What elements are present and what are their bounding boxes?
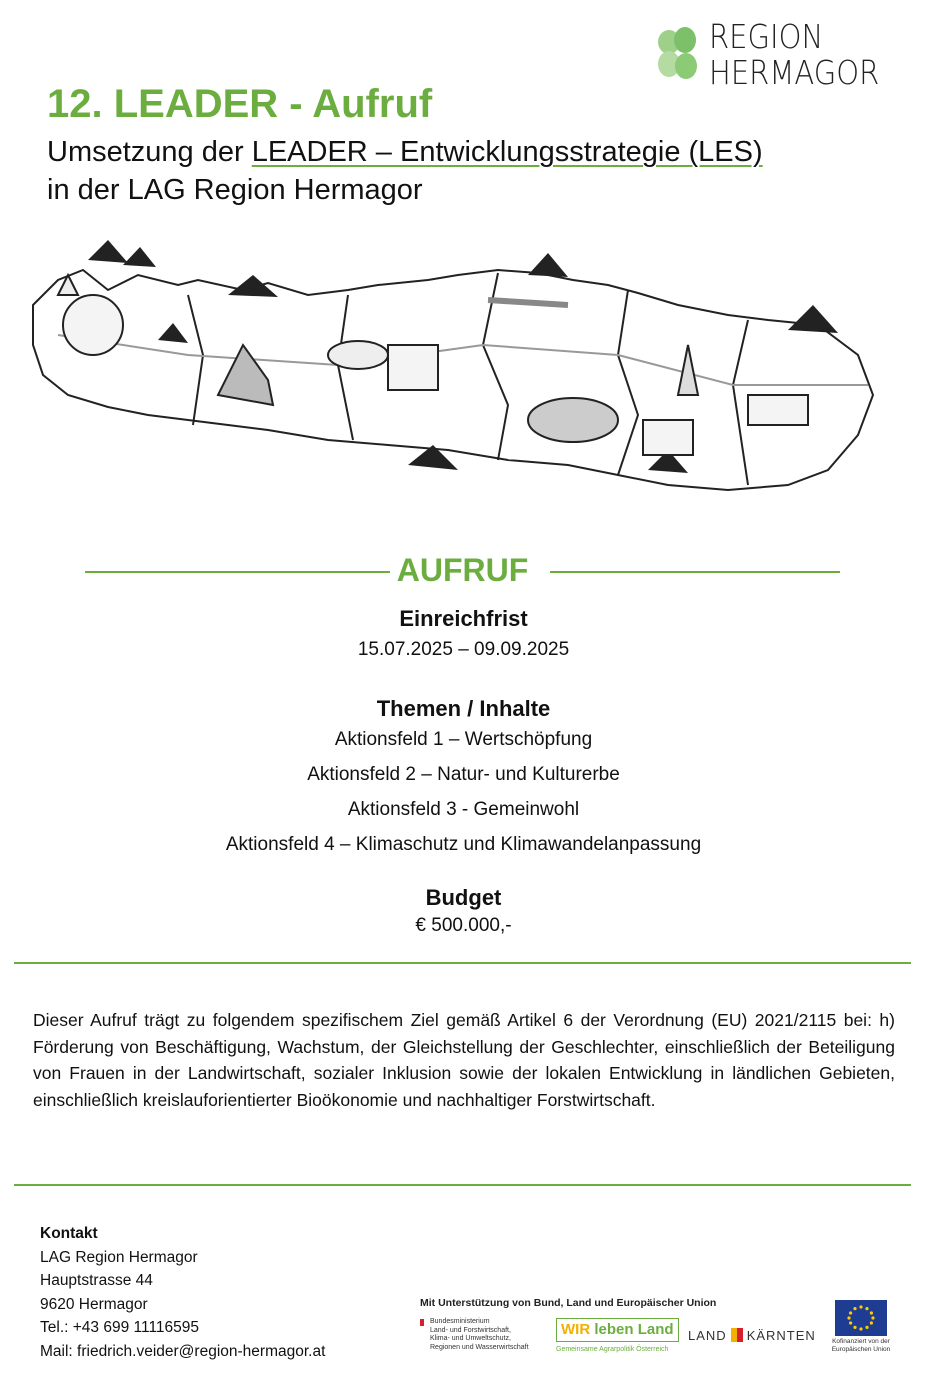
contact-mail: Mail: friedrich.veider@region-hermagor.at: [40, 1342, 326, 1360]
topic-item: Aktionsfeld 3 - Gemeinwohl: [347, 799, 580, 820]
eu-flag-icon: [835, 1300, 887, 1336]
austria-flag-icon: [420, 1319, 424, 1326]
aufruf-heading-row: [85, 552, 840, 592]
ministry-line: Regionen und Wasserwirtschaft: [430, 1343, 529, 1351]
divider-right: [550, 571, 840, 573]
divider: [14, 962, 911, 964]
deadline-label: Einreichfrist: [399, 606, 528, 631]
clover-icon: [655, 24, 699, 84]
deadline-value: 15.07.2025 – 09.09.2025: [357, 639, 570, 660]
contact-phone: Tel.: +43 699 11116595: [40, 1319, 200, 1336]
topic-item: Aktionsfeld 4 – Klimaschutz und Klimawandelanpassung: [225, 834, 702, 855]
contact-heading: Kontakt: [40, 1225, 98, 1242]
wir-leben-land-logo: [556, 1318, 676, 1358]
land-text: LAND: [688, 1328, 727, 1343]
eu-logo: [830, 1300, 892, 1358]
contact-block: [40, 1222, 325, 1363]
support-title: Mit Unterstützung von Bund, Land und Europäischer Union: [420, 1297, 717, 1309]
ministry-line: Land- und Forstwirtschaft,: [430, 1326, 511, 1334]
logo-word-region: REGION: [709, 17, 824, 56]
divider: [14, 1184, 911, 1186]
ministry-line: Klima- und Umweltschutz,: [430, 1335, 511, 1342]
topic-item: Aktionsfeld 1 – Wertschöpfung: [334, 729, 593, 750]
ministry-line: Bundesministerium: [430, 1318, 490, 1325]
ministry-logo: [420, 1318, 550, 1358]
wir-subtitle: Gemeinsame Agrarpolitik Österreich: [556, 1346, 669, 1353]
logo-word-hermagor: HERMAGOR: [709, 53, 880, 92]
subtitle-line-2: in der LAG Region Hermagor: [47, 174, 423, 206]
region-map-illustration: [28, 235, 888, 505]
budget-value: € 500.000,-: [415, 915, 512, 936]
budget-label: Budget: [425, 885, 502, 910]
subtitle-prefix: Umsetzung der: [47, 136, 252, 168]
topics-label: Themen / Inhalte: [376, 696, 551, 721]
aufruf-heading: AUFRUF: [396, 552, 529, 588]
subtitle-les: LEADER – Entwicklungsstrategie (LES): [251, 136, 763, 168]
contact-street: Hauptstrasse 44: [40, 1272, 153, 1289]
kaernten-text: KÄRNTEN: [746, 1328, 816, 1343]
land-kaernten-logo: [688, 1328, 816, 1343]
topic-item: Aktionsfeld 2 – Natur- und Kulturerbe: [307, 764, 620, 785]
page-title: 12. LEADER - Aufruf: [47, 82, 433, 126]
region-logo: [655, 17, 895, 95]
eu-caption-line: Europäischen Union: [831, 1345, 891, 1353]
wir-text: WIR: [561, 1321, 591, 1338]
subtitle-line-1: [47, 136, 763, 169]
contact-city: 9620 Hermagor: [40, 1295, 148, 1313]
kaernten-flag-icon: [731, 1328, 743, 1342]
description-paragraph: Dieser Aufruf trägt zu folgendem spezifischem Ziel gemäß Artikel 6 der Verordnung (EU) 2021/2115 bei: h) Förderung von Beschäftigung, Wachstum, der Gleichstellung der Geschlechter, einschließlich der Beteiligung von Frauen in der Landwirtschaft, sozialer Inklusion sowie der lokalen Entwicklung in ländlichen Gebieten, einschließlich kreislauforientierter Bioökonomie und nachhaltiger Forstwirtschaft.: [33, 1010, 895, 1110]
leben-land-text: leben Land: [594, 1321, 674, 1338]
contact-org: LAG Region Hermagor: [40, 1248, 198, 1266]
eu-caption-line: Kofinanziert von der: [832, 1338, 890, 1345]
